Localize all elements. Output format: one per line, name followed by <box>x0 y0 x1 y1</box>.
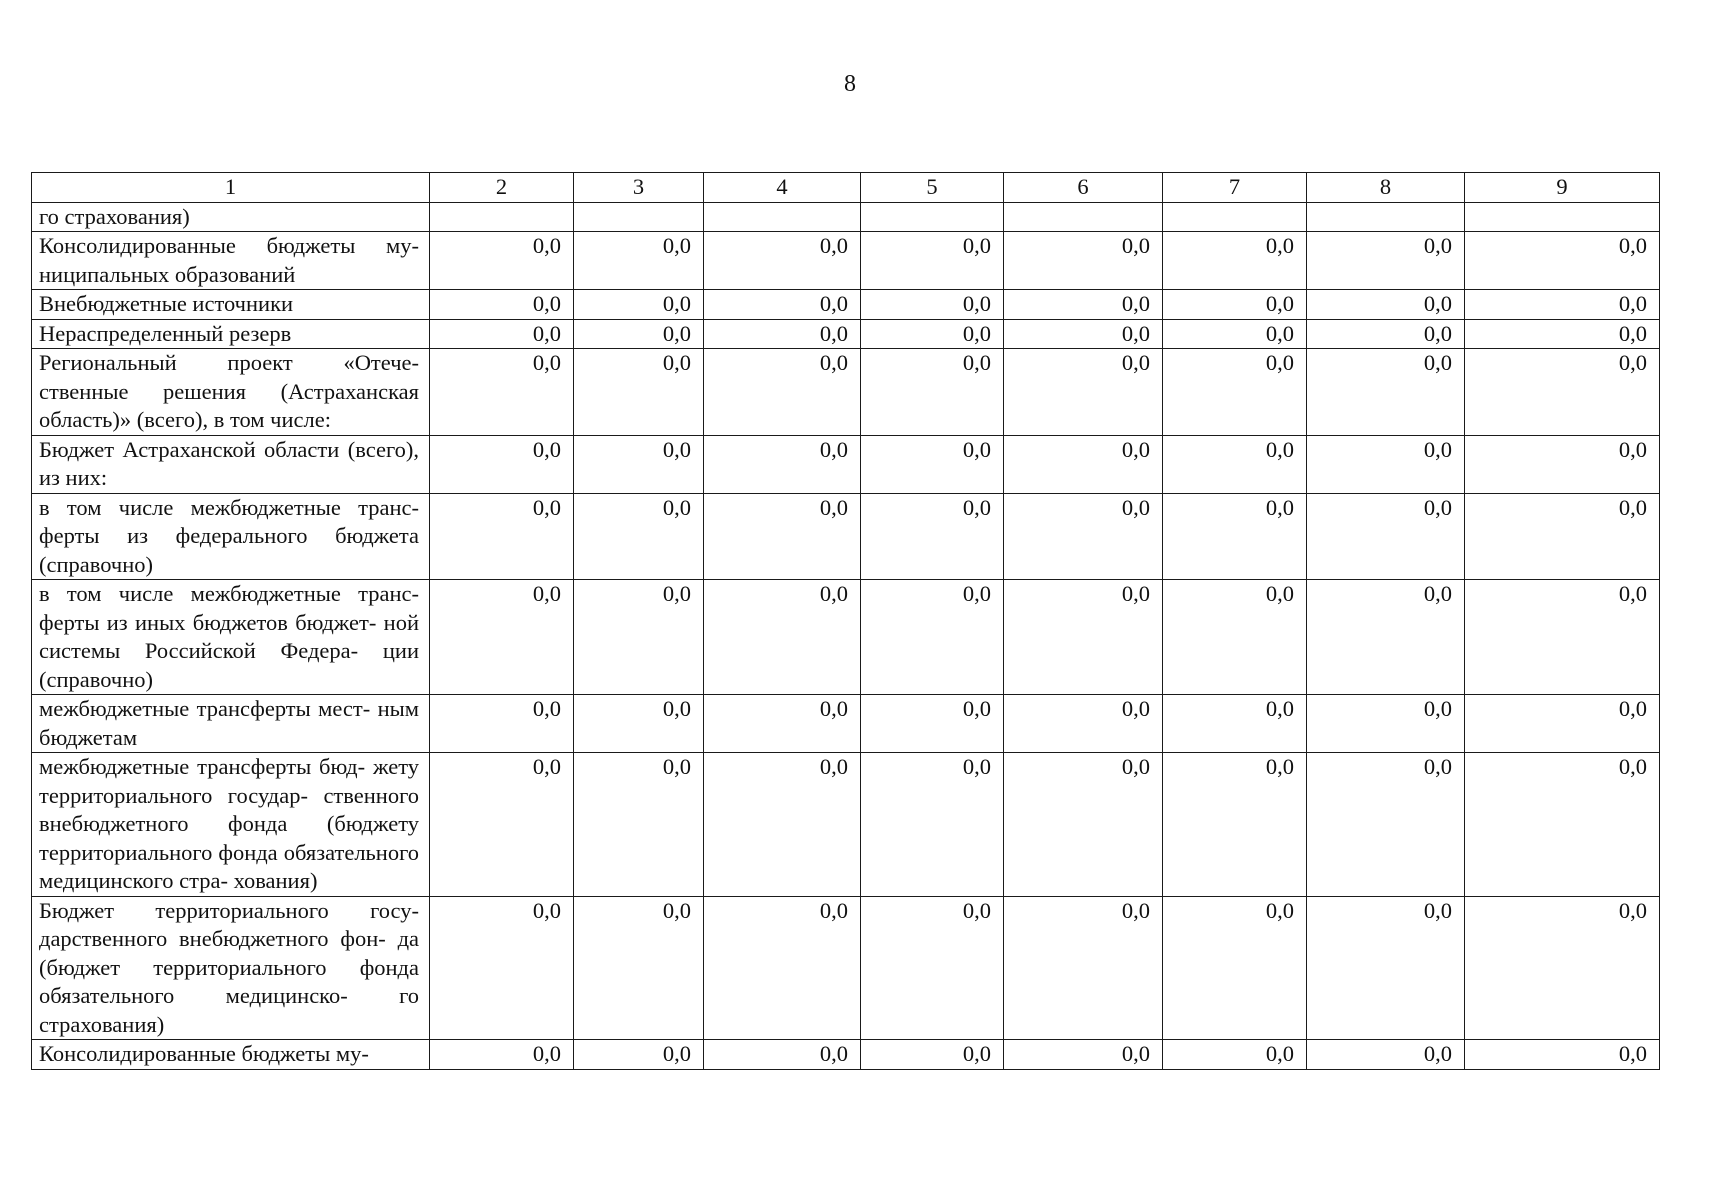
value-cell-col-9: 0,0 <box>1465 753 1660 897</box>
value-cell-col-8 <box>1307 202 1465 232</box>
row-label-line: межбюджетные трансферты бюд- <box>39 754 366 779</box>
page-number: 8 <box>844 71 856 97</box>
value-cell-col-4 <box>704 202 861 232</box>
row-label-line: ниципальных образований <box>39 261 296 287</box>
table-row <box>32 753 1660 897</box>
value-cell-col-9 <box>1465 202 1660 232</box>
value-cell-col-3: 0,0 <box>574 1040 704 1070</box>
row-label-line: жету территориального государ- <box>39 754 420 808</box>
value-cell-col-4: 0,0 <box>704 435 861 493</box>
value-cell-col-5: 0,0 <box>861 580 1004 695</box>
row-label-line: Консолидированные бюджеты му- <box>39 233 419 258</box>
value-cell-col-2: 0,0 <box>430 232 574 290</box>
column-header-9: 9 <box>1465 173 1660 203</box>
value-cell-col-2: 0,0 <box>430 580 574 695</box>
table-row <box>32 349 1660 436</box>
value-cell-col-5: 0,0 <box>861 435 1004 493</box>
row-label-line: ственного внебюджетного фонда <box>39 782 419 836</box>
value-cell-col-7: 0,0 <box>1163 232 1307 290</box>
value-cell-col-9: 0,0 <box>1465 319 1660 349</box>
table-row <box>32 580 1660 695</box>
value-cell-col-5: 0,0 <box>861 896 1004 1040</box>
row-label <box>32 202 430 232</box>
row-label <box>32 695 430 753</box>
value-cell-col-5: 0,0 <box>861 695 1004 753</box>
value-cell-col-9: 0,0 <box>1465 493 1660 580</box>
table-row <box>32 319 1660 349</box>
row-label-line: ции (справочно) <box>39 638 419 692</box>
table-row <box>32 1040 1660 1070</box>
value-cell-col-4: 0,0 <box>704 896 861 1040</box>
value-cell-col-3: 0,0 <box>574 896 704 1040</box>
table-row <box>32 695 1660 753</box>
value-cell-col-7: 0,0 <box>1163 580 1307 695</box>
row-label-line: ферты из федерального бюджета <box>39 523 419 548</box>
row-label <box>32 493 430 580</box>
value-cell-col-3: 0,0 <box>574 290 704 320</box>
row-label-line: (справочно) <box>39 551 153 577</box>
value-cell-col-3: 0,0 <box>574 753 704 897</box>
row-label-line: го страхования) <box>39 203 190 229</box>
row-label-line: (бюджету территориального фонда <box>39 811 419 865</box>
value-cell-col-8: 0,0 <box>1307 290 1465 320</box>
table-row <box>32 202 1660 232</box>
row-label-line: Внебюджетные источники <box>39 291 294 316</box>
value-cell-col-9: 0,0 <box>1465 290 1660 320</box>
row-label-line: в том числе межбюджетные транс- <box>39 494 419 520</box>
value-cell-col-5: 0,0 <box>861 319 1004 349</box>
value-cell-col-4: 0,0 <box>704 753 861 897</box>
value-cell-col-5: 0,0 <box>861 493 1004 580</box>
row-label-line: область)» (всего), в том числе: <box>39 407 331 432</box>
row-label <box>32 580 430 695</box>
table-row <box>32 896 1660 1040</box>
table-row <box>32 493 1660 580</box>
value-cell-col-6: 0,0 <box>1004 1040 1163 1070</box>
value-cell-col-4: 0,0 <box>704 580 861 695</box>
value-cell-col-6: 0,0 <box>1004 349 1163 436</box>
value-cell-col-9: 0,0 <box>1465 695 1660 753</box>
value-cell-col-4: 0,0 <box>704 1040 861 1070</box>
table-row <box>32 435 1660 493</box>
value-cell-col-2 <box>430 202 574 232</box>
value-cell-col-8: 0,0 <box>1307 435 1465 493</box>
row-label-line: обязательного медицинского стра- <box>39 839 420 893</box>
row-label <box>32 1040 430 1070</box>
row-label-line: в том числе межбюджетные транс- <box>39 581 419 606</box>
value-cell-col-9: 0,0 <box>1465 349 1660 436</box>
value-cell-col-7: 0,0 <box>1163 435 1307 493</box>
value-cell-col-5: 0,0 <box>861 232 1004 290</box>
value-cell-col-8: 0,0 <box>1307 753 1465 897</box>
row-label <box>32 435 430 493</box>
value-cell-col-2: 0,0 <box>430 753 574 897</box>
value-cell-col-6: 0,0 <box>1004 232 1163 290</box>
value-cell-col-3: 0,0 <box>574 435 704 493</box>
value-cell-col-2: 0,0 <box>430 349 574 436</box>
value-cell-col-3: 0,0 <box>574 695 704 753</box>
column-number-row <box>32 173 1660 203</box>
value-cell-col-8: 0,0 <box>1307 580 1465 695</box>
value-cell-col-3: 0,0 <box>574 232 704 290</box>
value-cell-col-3: 0,0 <box>574 493 704 580</box>
value-cell-col-9: 0,0 <box>1465 896 1660 1040</box>
row-label-line: (всего), из них: <box>39 436 420 490</box>
value-cell-col-4: 0,0 <box>704 695 861 753</box>
column-header-8: 8 <box>1307 173 1465 203</box>
value-cell-col-6: 0,0 <box>1004 290 1163 320</box>
value-cell-col-8: 0,0 <box>1307 319 1465 349</box>
value-cell-col-2: 0,0 <box>430 695 574 753</box>
row-label <box>32 753 430 897</box>
value-cell-col-4: 0,0 <box>704 319 861 349</box>
value-cell-col-6: 0,0 <box>1004 435 1163 493</box>
value-cell-col-4: 0,0 <box>704 493 861 580</box>
row-label-line: ферты из иных бюджетов бюджет- <box>39 609 377 635</box>
value-cell-col-6: 0,0 <box>1004 319 1163 349</box>
row-label <box>32 232 430 290</box>
value-cell-col-2: 0,0 <box>430 319 574 349</box>
value-cell-col-5: 0,0 <box>861 349 1004 436</box>
value-cell-col-2: 0,0 <box>430 435 574 493</box>
table-row <box>32 232 1660 290</box>
value-cell-col-4: 0,0 <box>704 290 861 320</box>
value-cell-col-8: 0,0 <box>1307 896 1465 1040</box>
value-cell-col-3: 0,0 <box>574 580 704 695</box>
value-cell-col-9: 0,0 <box>1465 1040 1660 1070</box>
value-cell-col-3 <box>574 202 704 232</box>
column-header-1: 1 <box>32 173 430 203</box>
value-cell-col-7 <box>1163 202 1307 232</box>
value-cell-col-6: 0,0 <box>1004 695 1163 753</box>
row-label-line: фонда обязательного медицинско- <box>39 954 419 1008</box>
budget-table <box>31 172 1660 1070</box>
row-label <box>32 896 430 1040</box>
row-label-line: межбюджетные трансферты мест- <box>39 696 371 721</box>
row-label-line: да (бюджет территориального <box>39 926 419 980</box>
value-cell-col-2: 0,0 <box>430 493 574 580</box>
column-header-4: 4 <box>704 173 861 203</box>
row-label-line: Консолидированные бюджеты му- <box>39 1041 369 1066</box>
value-cell-col-7: 0,0 <box>1163 896 1307 1040</box>
value-cell-col-5: 0,0 <box>861 753 1004 897</box>
value-cell-col-3: 0,0 <box>574 349 704 436</box>
value-cell-col-6: 0,0 <box>1004 753 1163 897</box>
row-label-line: Региональный проект «Отече- <box>39 350 419 375</box>
row-label <box>32 349 430 436</box>
value-cell-col-8: 0,0 <box>1307 232 1465 290</box>
value-cell-col-6: 0,0 <box>1004 493 1163 580</box>
value-cell-col-8: 0,0 <box>1307 493 1465 580</box>
row-label <box>32 290 430 320</box>
value-cell-col-2: 0,0 <box>430 896 574 1040</box>
value-cell-col-2: 0,0 <box>430 1040 574 1070</box>
value-cell-col-5 <box>861 202 1004 232</box>
column-header-3: 3 <box>574 173 704 203</box>
value-cell-col-7: 0,0 <box>1163 349 1307 436</box>
table-body <box>32 202 1660 1069</box>
value-cell-col-7: 0,0 <box>1163 695 1307 753</box>
value-cell-col-4: 0,0 <box>704 232 861 290</box>
row-label-line: го страхования) <box>39 983 419 1037</box>
column-header-6: 6 <box>1004 173 1163 203</box>
value-cell-col-9: 0,0 <box>1465 232 1660 290</box>
value-cell-col-7: 0,0 <box>1163 290 1307 320</box>
row-label-line: ной системы Российской Федера- <box>39 609 419 663</box>
column-header-7: 7 <box>1163 173 1307 203</box>
value-cell-col-7: 0,0 <box>1163 753 1307 897</box>
value-cell-col-8: 0,0 <box>1307 695 1465 753</box>
value-cell-col-8: 0,0 <box>1307 1040 1465 1070</box>
row-label-line: Нераспределенный резерв <box>39 320 292 346</box>
row-label-line: ным бюджетам <box>39 696 419 750</box>
value-cell-col-7: 0,0 <box>1163 319 1307 349</box>
row-label-line: Бюджет территориального госу- <box>39 897 419 923</box>
value-cell-col-7: 0,0 <box>1163 1040 1307 1070</box>
value-cell-col-5: 0,0 <box>861 290 1004 320</box>
row-label-line: ственные решения (Астраханская <box>39 378 419 404</box>
row-label-line: Бюджет Астраханской области <box>39 436 340 462</box>
value-cell-col-3: 0,0 <box>574 319 704 349</box>
value-cell-col-6: 0,0 <box>1004 580 1163 695</box>
row-label-line: хования) <box>233 868 318 893</box>
column-header-2: 2 <box>430 173 574 203</box>
value-cell-col-7: 0,0 <box>1163 493 1307 580</box>
table-row <box>32 290 1660 320</box>
value-cell-col-6 <box>1004 202 1163 232</box>
value-cell-col-4: 0,0 <box>704 349 861 436</box>
column-header-5: 5 <box>861 173 1004 203</box>
value-cell-col-8: 0,0 <box>1307 349 1465 436</box>
value-cell-col-5: 0,0 <box>861 1040 1004 1070</box>
row-label <box>32 319 430 349</box>
value-cell-col-9: 0,0 <box>1465 580 1660 695</box>
value-cell-col-9: 0,0 <box>1465 435 1660 493</box>
value-cell-col-6: 0,0 <box>1004 896 1163 1040</box>
value-cell-col-2: 0,0 <box>430 290 574 320</box>
row-label-line: дарственного внебюджетного фон- <box>39 926 386 951</box>
